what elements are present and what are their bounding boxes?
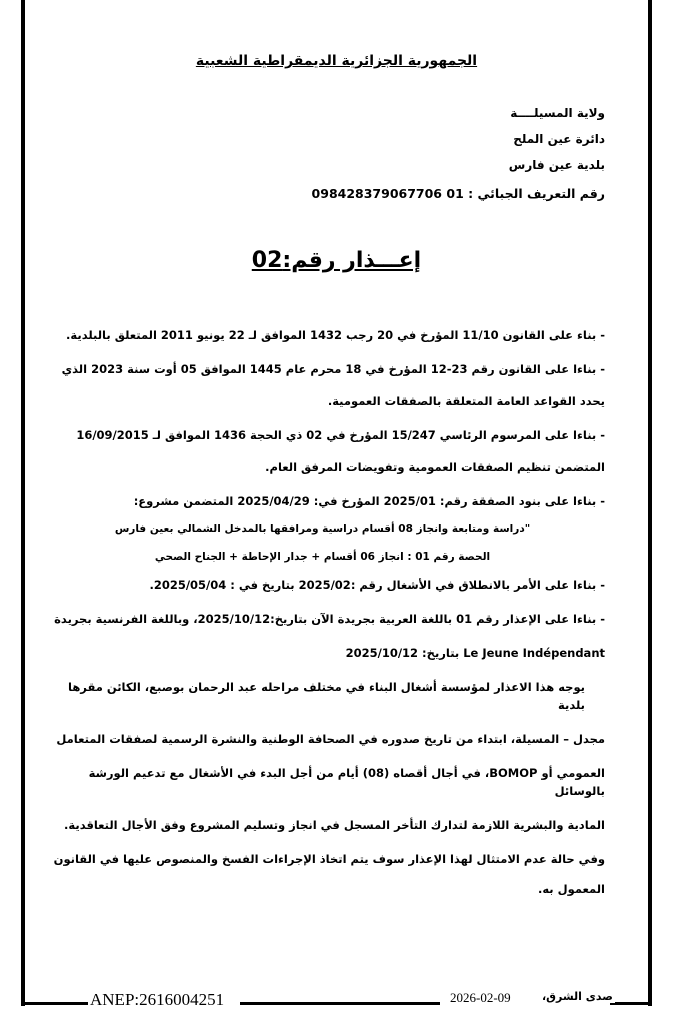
publication-date: 2026-02-09 xyxy=(450,990,511,1005)
anep-reference: ANEP:2616004251 xyxy=(90,990,225,1009)
frame-bottom-border xyxy=(240,1002,440,1005)
newspaper-name: صدى الشرق، xyxy=(542,990,613,1003)
frame-bottom-border xyxy=(610,1002,652,1005)
daira: دائرة عين الملح xyxy=(513,132,605,146)
body-line: المعمول به. xyxy=(537,882,605,896)
frame-right-border xyxy=(648,0,652,1006)
body-line: - بناءا على المرسوم الرئاسي 15/247 المؤرخ في 02 ذي الحجة 1436 الموافق لـ 16/09/2015 xyxy=(76,428,605,442)
project-lot: الحصة رقم 01 : انجاز 06 أقسام + جدار الإحاطة + الجناح الصحي xyxy=(154,551,491,563)
body-line: المتضمن تنظيم الصفقات العمومية وتفويضات المرفق العام. xyxy=(265,460,605,474)
body-line: وفي حالة عدم الامتثال لهذا الإعذار سوف يتم اتخاذ الإجراءات الفسخ والمنصوص عليها في القانون xyxy=(53,852,605,866)
body-line: المادية والبشرية اللازمة لتدارك التأخر المسجل في انجاز وتسليم المشروع وفق الأجال التعاقدية. xyxy=(64,818,605,832)
body-line: العمومي أو BOMOP، في أجال أقصاه (08) أيام من أجل البدء في الأشغال مع تدعيم الورشة بالوسائل xyxy=(88,766,605,798)
body-line: - بناءا على بنود الصفقة رقم: 2025/01 المؤرخ في: 2025/04/29 المتضمن مشروع: xyxy=(133,494,605,508)
frame-left-border xyxy=(21,0,25,1006)
body-line: - بناءا على القانون رقم 23-12 المؤرخ في 18 محرم عام 1445 الموافق 05 أوت سنة 2023 الذي xyxy=(61,362,605,376)
document-body xyxy=(40,326,605,914)
body-line: يوجه هذا الاعذار لمؤسسة أشغال البناء في مختلف مراحله عبد الرحمان بوصبع، الكائن مقرها بلدية xyxy=(68,680,585,712)
wilaya: ولاية المسيلــــة xyxy=(510,106,605,120)
body-line: - بناءا على الإعذار رقم 01 باللغة العربية بجريدة الآن بتاريخ:2025/10/12، وباللغة الفرنسية بجريدة xyxy=(54,612,605,626)
body-line: يحدد القواعد العامة المتعلقة بالصفقات العمومية. xyxy=(327,394,605,408)
project-title: "دراسة ومتابعة وانجاز 08 أقسام دراسية ومرافقها بالمدخل الشمالي بعين فارس xyxy=(114,523,531,535)
frame-bottom-border xyxy=(21,1002,91,1005)
document-title: إعـــذار رقم:02 xyxy=(251,248,422,273)
body-line: Le Jeune Indépendant بتاريخ: 2025/10/12 xyxy=(345,646,605,660)
body-line: - بناء على القانون 11/10 المؤرخ في 20 رجب 1432 الموافق لـ 22 يونيو 2011 المتعلق بالبلدية. xyxy=(66,328,605,342)
republic-heading: الجمهورية الجزائرية الديمقراطية الشعبية xyxy=(195,53,478,69)
body-line: - بناءا على الأمر بالانطلاق في الأشغال رقم :2025/02 بتاريخ في : 2025/05/04. xyxy=(149,578,605,592)
tax-id: رقم التعريف الجبائي : 01 098428379067706 xyxy=(311,186,605,201)
body-line: مجدل – المسيلة، ابتداء من تاريخ صدوره في الصحافة الوطنية والنشرة الرسمية لصفقات المتعامل xyxy=(56,732,605,746)
commune: بلدية عين فارس xyxy=(508,158,605,172)
